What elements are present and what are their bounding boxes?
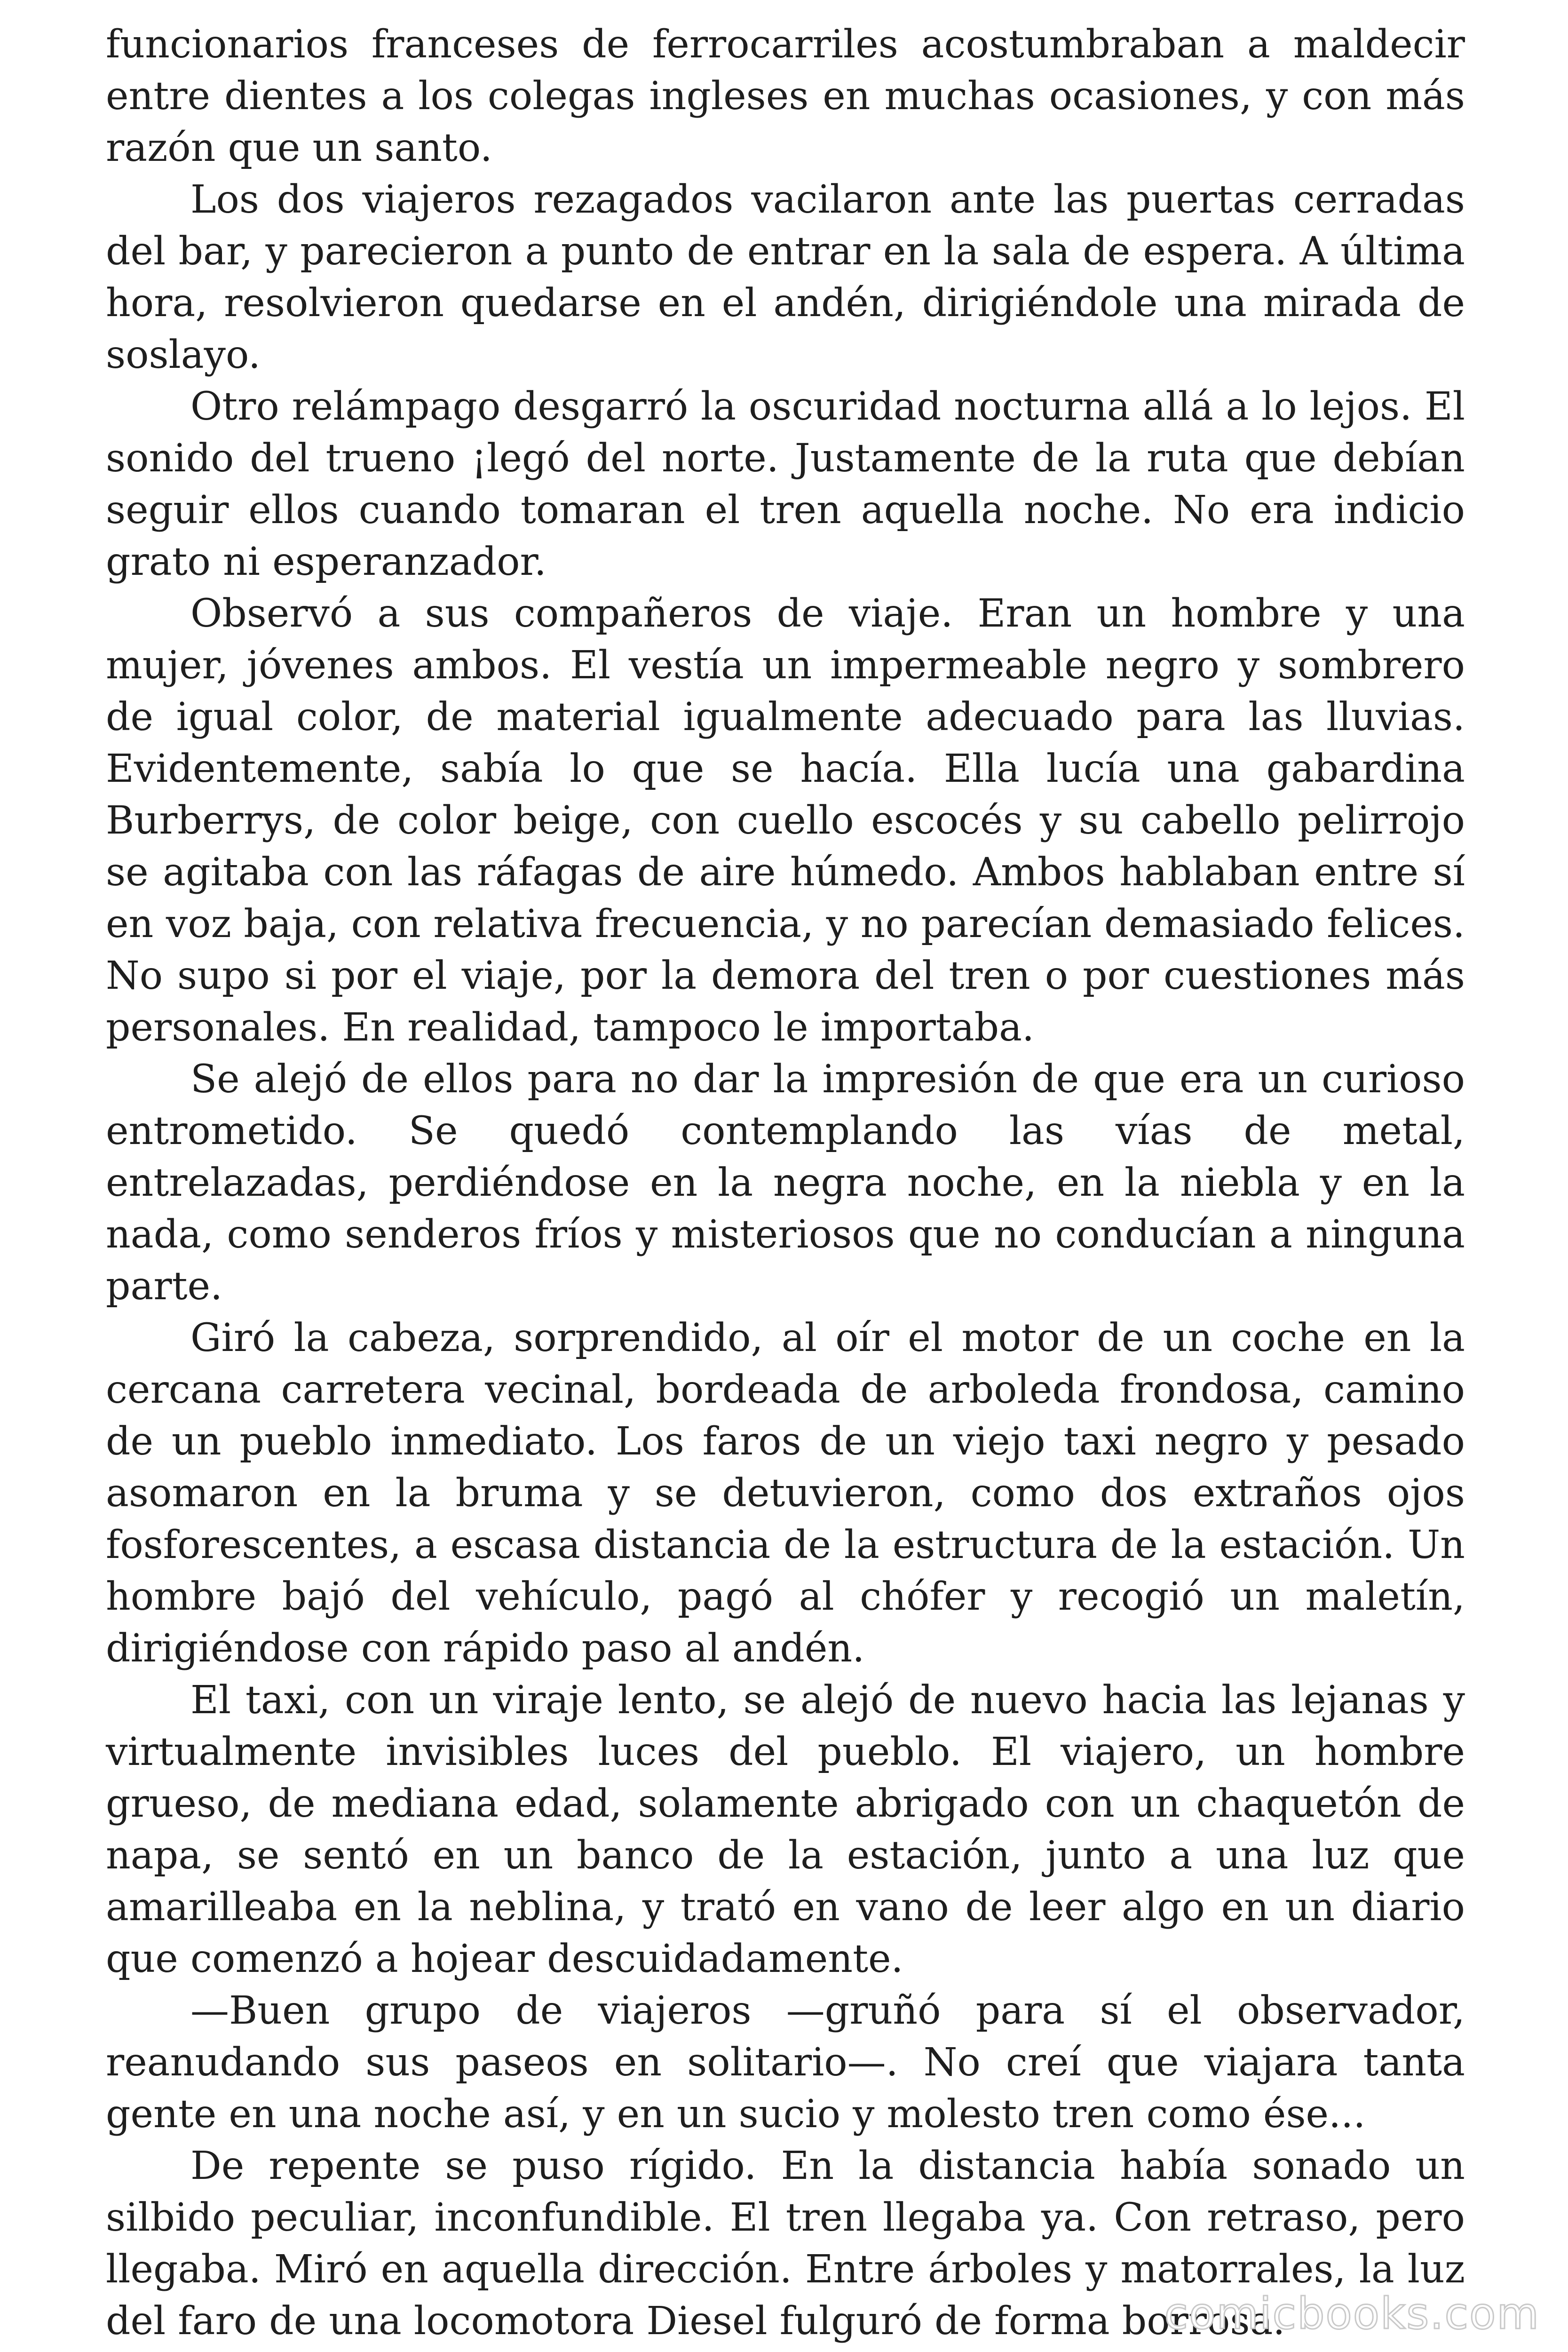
paragraph-3: Otro relámpago desgarró la oscuridad nocturna allá a lo lejos. El sonido del trueno ¡legó del norte. Justamente de la ruta que debían seguir ellos cuando tomaran el tren aquella noche. No era indicio grato ni esperanzador. [106,384,1465,584]
paragraph-2: Los dos viajeros rezagados vacilaron ante las puertas cerradas del bar, y parecieron a punto de entrar en la sala de espera. A última hora, resolvieron quedarse en el andén, dirigiéndole una mirada de soslayo. [106,177,1465,377]
book-page-text [106,19,1465,2347]
paragraph-5: Se alejó de ellos para no dar la impresión de que era un curioso entrometido. Se quedó contemplando las vías de metal, entrelazadas, perdiéndose en la negra noche, en la niebla y en la nada, como senderos fríos y misteriosos que no conducían a ninguna parte. [106,1057,1465,1309]
paragraph-7: El taxi, con un viraje lento, se alejó de nuevo hacia las lejanas y virtualmente invisibles luces del pueblo. El viajero, un hombre grueso, de mediana edad, solamente abrigado con un chaquetón de napa, se sentó en un banco de la estación, junto a una luz que amarilleaba en la neblina, y trató en vano de leer algo en un diario que comenzó a hojear descuidadamente. [106,1678,1465,1981]
paragraph-1: funcionarios franceses de ferrocarriles acostumbraban a maldecir entre dientes a los colegas ingleses en muchas ocasiones, y con más razón que un santo. [106,22,1465,170]
paragraph-8: —Buen grupo de viajeros —gruñó para sí el observador, reanudando sus paseos en solitario—. No creí que viajara tanta gente en una noche así, y en un sucio y molesto tren como ése... [106,1988,1465,2137]
paragraph-4: Observó a sus compañeros de viaje. Eran un hombre y una mujer, jóvenes ambos. El vestía un impermeable negro y sombrero de igual color, de material igualmente adecuado para las lluvias. Evidentemente, sabía lo que se hacía. Ella lucía una gabardina Burberrys, de color beige, con cuello escocés y su cabello pelirrojo se agitaba con las ráfagas de aire húmedo. Ambos hablaban entre sí en voz baja, con relativa frecuencia, y no parecían demasiado felices. No supo si por el viaje, por la demora del tren o por cuestiones más personales. En realidad, tampoco le importaba. [106,591,1465,1050]
paragraph-9: De repente se puso rígido. En la distancia había sonado un silbido peculiar, inconfundible. El tren llegaba ya. Con retraso, pero llegaba. Miró en aquella dirección. Entre árboles y matorrales, la luz del faro de una locomotora Diesel fulguró de forma borrosa. [106,2144,1465,2344]
site-watermark: comicbooks.com [1164,2288,1540,2339]
paragraph-6: Giró la cabeza, sorprendido, al oír el motor de un coche en la cercana carretera vecinal, bordeada de arboleda frondosa, camino de un pueblo inmediato. Los faros de un viejo taxi negro y pesado asomaron en la bruma y se detuvieron, como dos extraños ojos fosforescentes, a escasa distancia de la estructura de la estación. Un hombre bajó del vehículo, pagó al chófer y recogió un maletín, dirigiéndose con rápido paso al andén. [106,1316,1465,1671]
